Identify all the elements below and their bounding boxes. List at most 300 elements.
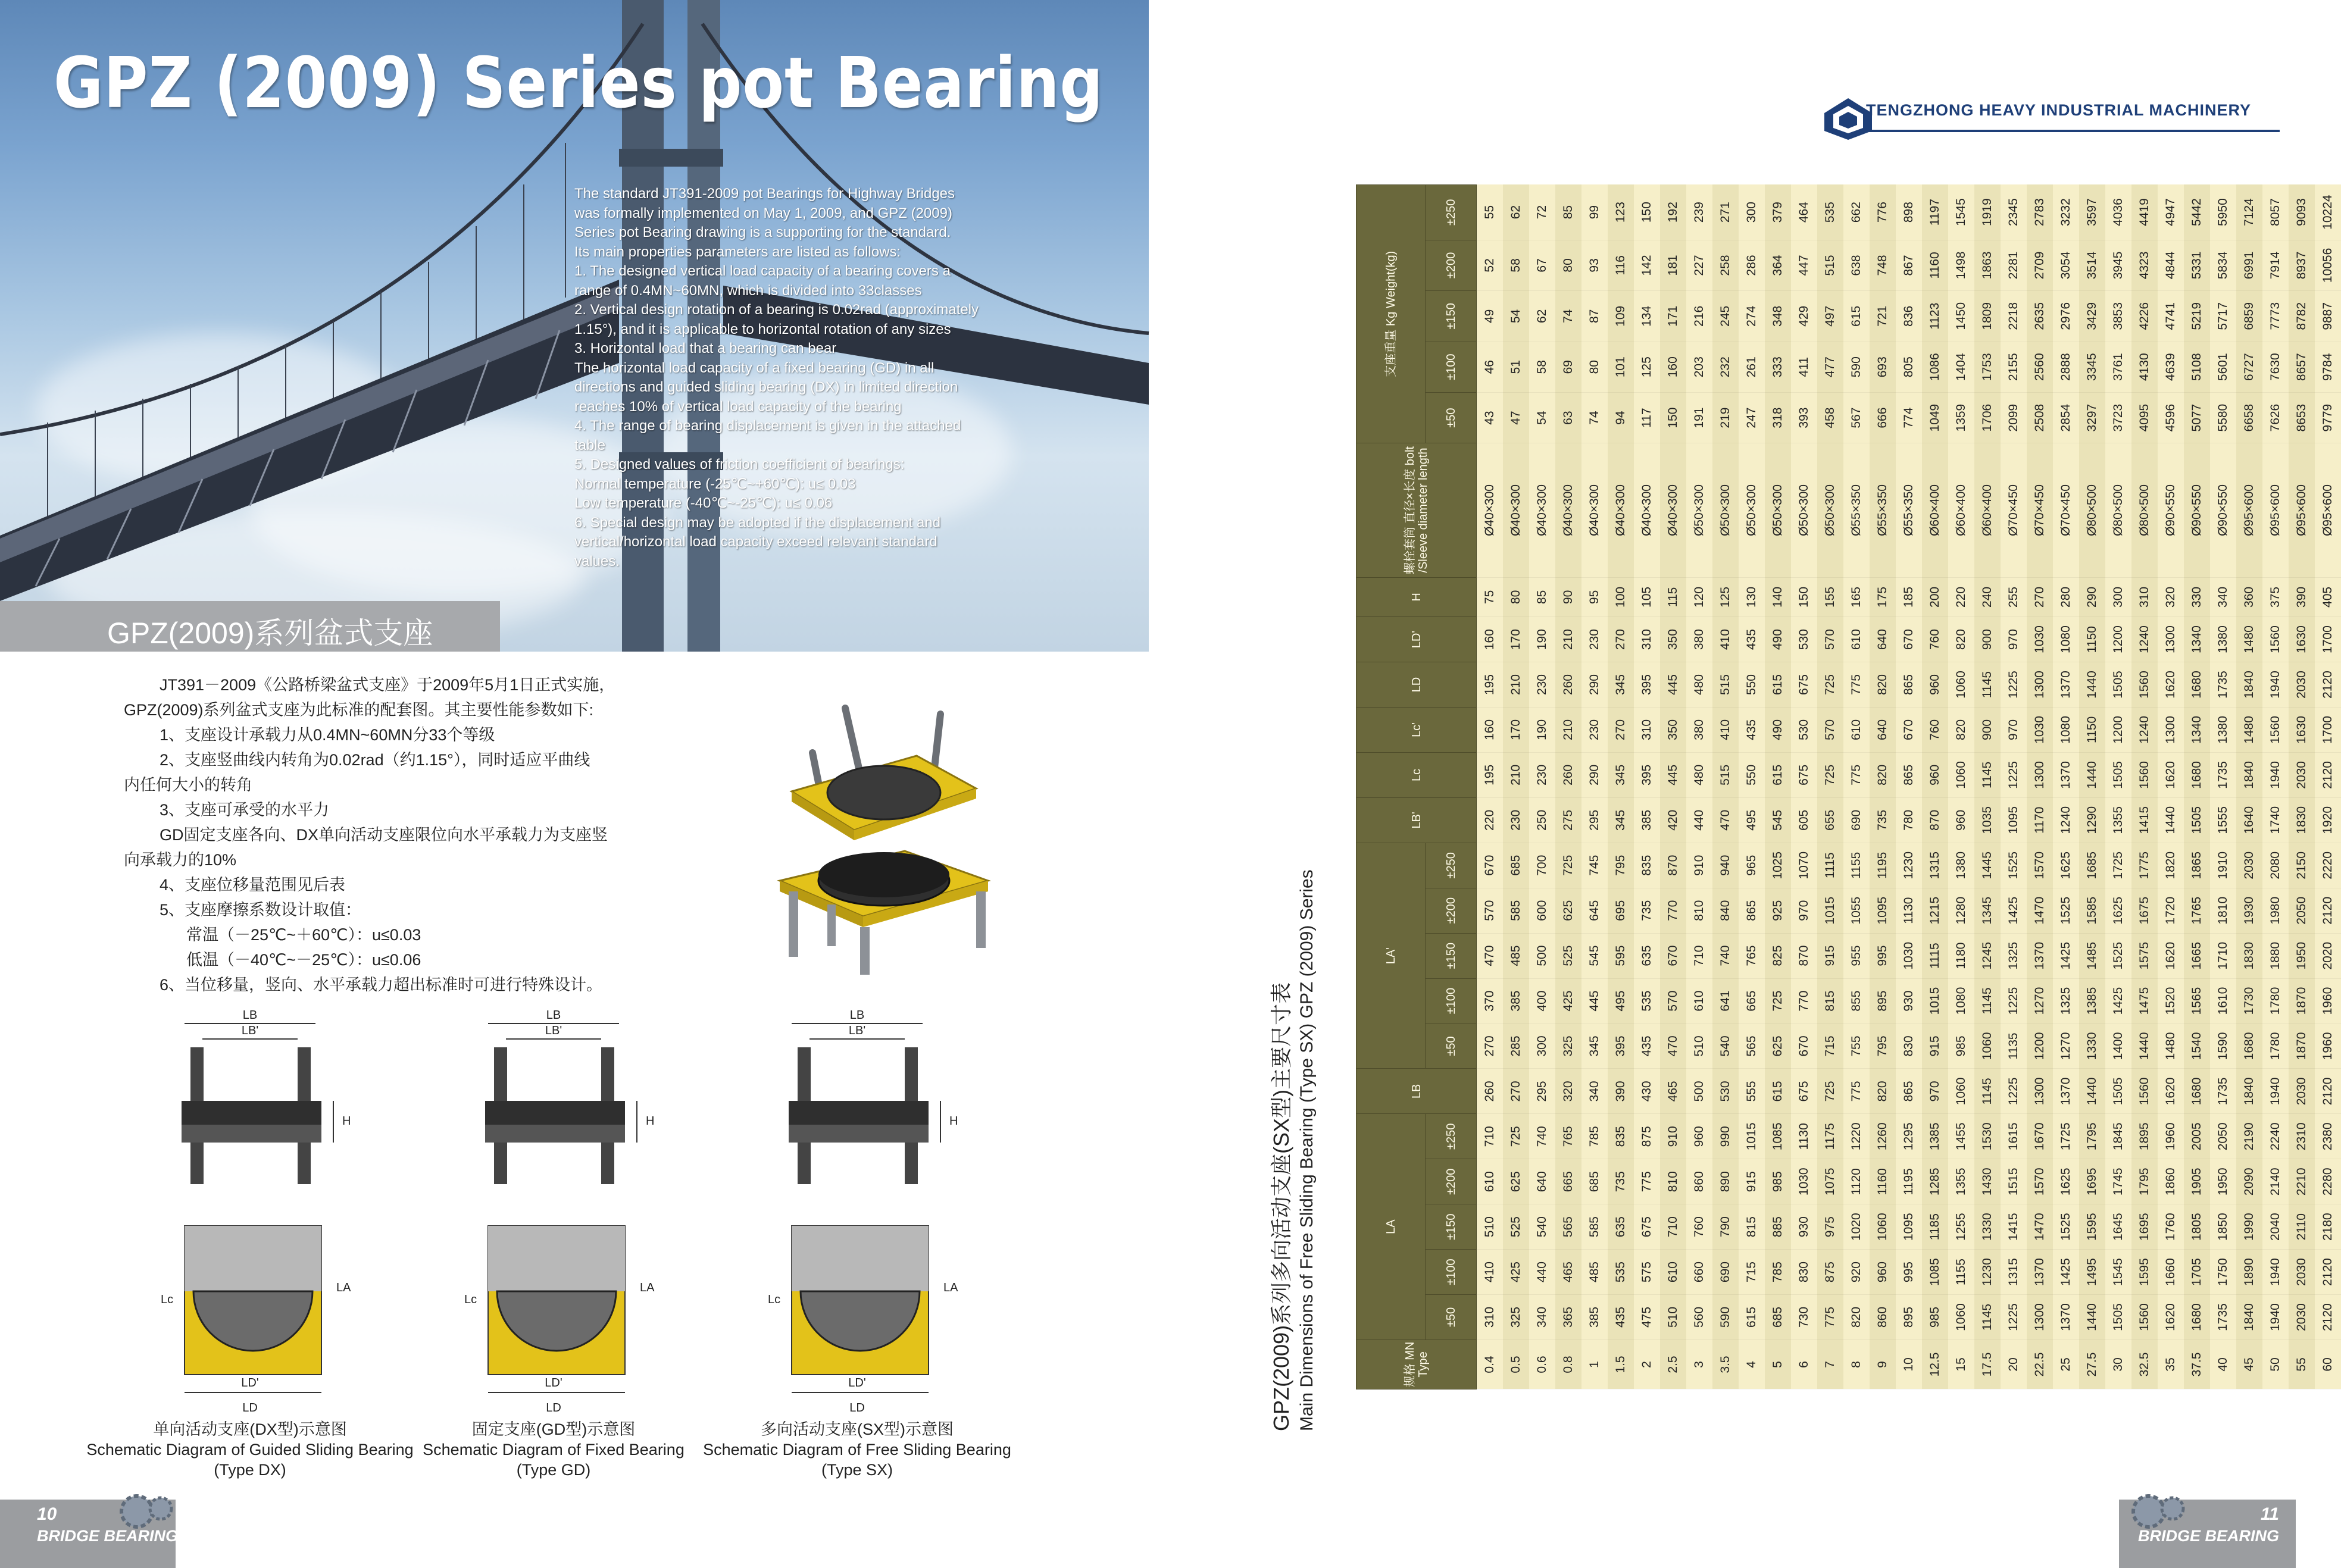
table-row (1477, 185, 1504, 1389)
table-cell: 1220 (1843, 1114, 1870, 1159)
table-cell: 140 (1765, 577, 1791, 616)
table-cell: 6727 (2236, 342, 2262, 392)
table-cell: 3945 (2105, 240, 2131, 290)
dim-la-label: LA (336, 1281, 351, 1294)
table-cell: 2310 (2289, 1114, 2315, 1159)
table-cell: 600 (1529, 888, 1555, 933)
cn-line: 内任何大小的转角 (124, 776, 252, 794)
table-cell: 1.5 (1608, 1339, 1634, 1389)
table-cell: 45 (2236, 1339, 2262, 1389)
table-cell: 1060 (1870, 1204, 1896, 1250)
table-cell: 175 (1870, 577, 1896, 616)
table-cell: 3297 (2079, 392, 2105, 443)
table-cell: 52 (1477, 240, 1504, 290)
table-cell: 495 (1608, 978, 1634, 1024)
table-cell: 46 (1477, 342, 1504, 392)
table-cell: 22.5 (2027, 1339, 2053, 1389)
table-cell: 1505 (2105, 1295, 2131, 1340)
table-row (1608, 185, 1634, 1389)
table-cell: 1735 (2210, 752, 2236, 797)
table-cell: 1860 (2158, 1159, 2184, 1204)
table-cell: 635 (1634, 933, 1660, 978)
table-cell: 1060 (1974, 1024, 2001, 1069)
th-la2: LA' (1357, 843, 1426, 1069)
table-cell: 1990 (2236, 1204, 2262, 1250)
table-cell: 90 (1555, 577, 1581, 616)
table-cell: 270 (1477, 1024, 1504, 1069)
table-cell: Ø60×400 (1922, 443, 1948, 577)
table-cell: 535 (1608, 1250, 1634, 1295)
dim-ld-label: LD (849, 1401, 865, 1414)
table-cell: 1525 (2053, 888, 2079, 933)
table-cell: 2140 (2262, 1159, 2289, 1204)
table-cell: 195 (1477, 752, 1504, 797)
table-cell: 425 (1503, 1250, 1529, 1295)
table-cell: 2099 (2001, 392, 2027, 443)
cn-line: GD固定支座各向、DX单向活动支座限位向水平承载力为支座竖 (160, 826, 608, 844)
gear-icon (113, 1488, 179, 1529)
table-cell: 745 (1581, 843, 1608, 888)
table-cell: 2709 (2027, 240, 2053, 290)
intro-line: 3. Horizontal load that a bearing can bear (574, 340, 837, 356)
table-cell: 670 (1660, 933, 1686, 978)
table-cell: 595 (1608, 933, 1634, 978)
table-cell: 955 (1843, 933, 1870, 978)
table-cell: 1445 (1974, 843, 2001, 888)
diagram-dx (137, 1006, 363, 1422)
table-cell: 535 (1634, 978, 1660, 1024)
table-cell: 2120 (2315, 662, 2341, 708)
table-cell: 1200 (2027, 1024, 2053, 1069)
table-cell: 300 (1739, 185, 1765, 240)
table-cell: 210 (1503, 662, 1529, 708)
caption-gd-en1: Schematic Diagram of Fixed Bearing (423, 1441, 685, 1459)
table-cell: 60 (2315, 1339, 2341, 1389)
table-cell: 270 (2027, 577, 2053, 616)
table-cell: 2180 (2315, 1204, 2341, 1250)
intro-line: vertical/horizontal load capacity exceed relevant standard (574, 534, 937, 550)
table-cell: 1525 (2053, 1204, 2079, 1250)
table-cell: 690 (1843, 797, 1870, 843)
table-cell: 1775 (2131, 843, 2158, 888)
table-cell: 4226 (2131, 291, 2158, 342)
table-cell: 69 (1555, 342, 1581, 392)
caption-sx-cn: 多向活动支座(SX型)示意图 (761, 1420, 954, 1438)
table-row (1660, 185, 1686, 1389)
table-cell: 775 (1843, 752, 1870, 797)
table-cell: 1400 (2105, 1024, 2131, 1069)
table-cell: 635 (1608, 1204, 1634, 1250)
table-title-en: Main Dimensions of Free Sliding Bearing (Type SX) GPZ (2009) Series (1297, 869, 1317, 1431)
table-cell: 790 (1712, 1204, 1739, 1250)
table-cell: 350 (1660, 707, 1686, 752)
table-cell: 1475 (2131, 978, 2158, 1024)
table-cell: 4596 (2158, 392, 2184, 443)
table-cell: Ø95×600 (2315, 443, 2341, 577)
table-cell: 411 (1791, 342, 1817, 392)
table-row (1712, 185, 1739, 1389)
table-cell: 190 (1529, 617, 1555, 662)
table-cell: 1095 (2001, 797, 2027, 843)
table-cell: 364 (1765, 240, 1791, 290)
table-cell: 1470 (2027, 1204, 2053, 1250)
table-cell: 6859 (2236, 291, 2262, 342)
table-cell: 1940 (2262, 1295, 2289, 1340)
table-cell: 345 (1608, 797, 1634, 843)
table-cell: 5442 (2184, 185, 2210, 240)
table-cell: 8653 (2289, 392, 2315, 443)
table-cell: 8657 (2289, 342, 2315, 392)
table-cell: 915 (1817, 933, 1843, 978)
table-cell: 325 (1555, 1024, 1581, 1069)
table-cell: 515 (1817, 240, 1843, 290)
table-cell: 515 (1712, 662, 1739, 708)
table-cell: 5950 (2210, 185, 2236, 240)
table-cell: 1130 (1791, 1114, 1817, 1159)
table-cell: 203 (1686, 342, 1712, 392)
table-cell: 2030 (2289, 1295, 2315, 1340)
table-cell: 1820 (2158, 843, 2184, 888)
table-cell: 80 (1555, 240, 1581, 290)
table-row (1529, 185, 1555, 1389)
table-cell: 54 (1503, 291, 1529, 342)
table-cell: 1625 (2053, 843, 2079, 888)
table-cell: 990 (1712, 1114, 1739, 1159)
table-cell: 9784 (2315, 342, 2341, 392)
intro-line: 5. Designed values of friction coefficient of bearings: (574, 456, 905, 472)
intro-line: 2. Vertical design rotation of a bearing is 0.02rad (approximately (574, 302, 979, 318)
intro-line: The standard JT391-2009 pot Bearings for Highway Bridges (574, 186, 955, 202)
table-cell: 1415 (2001, 1204, 2027, 1250)
table-cell: 870 (1660, 843, 1686, 888)
table-cell: 1415 (2131, 797, 2158, 843)
table-cell: 1315 (1922, 843, 1948, 888)
table-cell: 1060 (1948, 662, 1974, 708)
table-row (1922, 185, 1948, 1389)
table-cell: 1230 (1974, 1250, 2001, 1295)
table-cell: 1730 (2236, 978, 2262, 1024)
table-cell: 867 (1896, 240, 1922, 290)
table-cell: 58 (1529, 342, 1555, 392)
table-row (1634, 185, 1660, 1389)
table-cell: Ø90×550 (2184, 443, 2210, 577)
table-cell: 1930 (2236, 888, 2262, 933)
table-cell: 1300 (2158, 617, 2184, 662)
table-cell: 1450 (1948, 291, 1974, 342)
table-cell: 1630 (2289, 707, 2315, 752)
th-lb: LB (1357, 1069, 1477, 1114)
table-cell: 525 (1503, 1204, 1529, 1250)
table-cell: 1225 (2001, 1069, 2027, 1114)
table-cell: 865 (1896, 752, 1922, 797)
table-cell: 1085 (1922, 1250, 1948, 1295)
table-cell: 1385 (2079, 978, 2105, 1024)
table-cell: 5108 (2184, 342, 2210, 392)
footer-left (0, 1500, 179, 1568)
table-cell: 300 (2105, 577, 2131, 616)
table-cell: 645 (1581, 888, 1608, 933)
table-cell: 490 (1765, 707, 1791, 752)
table-cell: 230 (1529, 662, 1555, 708)
table-cell: 590 (1843, 342, 1870, 392)
table-cell: 755 (1843, 1024, 1870, 1069)
table-cell: 430 (1634, 1069, 1660, 1114)
dim-lc-label: Lc (161, 1293, 174, 1306)
table-cell: 1080 (1948, 978, 1974, 1024)
table-cell: 9 (1870, 1339, 1896, 1389)
table-cell: 1425 (2053, 1250, 2079, 1295)
table-cell: 67 (1529, 240, 1555, 290)
table-cell: 219 (1712, 392, 1739, 443)
table-cell: 1735 (2210, 1295, 2236, 1340)
table-cell: 260 (1555, 752, 1581, 797)
table-cell: 2560 (2027, 342, 2053, 392)
table-cell: 775 (1843, 1069, 1870, 1114)
table-cell: 2120 (2315, 1069, 2341, 1114)
table-cell: 700 (1529, 843, 1555, 888)
table-cell: Ø40×300 (1634, 443, 1660, 577)
th-la-100: ±100 (1426, 1250, 1477, 1295)
table-cell: 740 (1529, 1114, 1555, 1159)
table-cell: 3345 (2079, 342, 2105, 392)
table-cell: 4 (1739, 1339, 1765, 1389)
table-cell: 1370 (2027, 1250, 2053, 1295)
table-cell: 1195 (1870, 843, 1896, 888)
dim-lb2-label: LB' (545, 1024, 562, 1037)
table-cell: 1680 (2184, 752, 2210, 797)
table-cell: 348 (1765, 291, 1791, 342)
table-cell: 565 (1739, 1024, 1765, 1069)
table-cell: 1520 (2158, 978, 2184, 1024)
table-cell: 1919 (1974, 185, 2001, 240)
table-cell: 610 (1686, 978, 1712, 1024)
table-cell: 830 (1896, 1024, 1922, 1069)
table-cell: 870 (1922, 797, 1948, 843)
table-cell: 670 (1896, 707, 1922, 752)
table-cell: Ø95×600 (2289, 443, 2315, 577)
table-cell: 1285 (1922, 1159, 1948, 1204)
table-cell: 641 (1712, 978, 1739, 1024)
table-cell: 1840 (2236, 1069, 2262, 1114)
table-cell: 345 (1608, 752, 1634, 797)
table-cell: 9093 (2289, 185, 2315, 240)
table-cell: 830 (1791, 1250, 1817, 1295)
table-cell: 1765 (2184, 888, 2210, 933)
table-cell: 820 (1870, 1069, 1896, 1114)
table-cell: 675 (1634, 1204, 1660, 1250)
table-cell: 895 (1896, 1295, 1922, 1340)
table-cell: 350 (1660, 617, 1686, 662)
table-cell: 125 (1712, 577, 1739, 616)
table-cell: 3.5 (1712, 1339, 1739, 1389)
table-cell: 525 (1555, 933, 1581, 978)
table-cell: 2110 (2289, 1204, 2315, 1250)
table-cell: 860 (1870, 1295, 1896, 1340)
th-la: LA (1357, 1114, 1426, 1340)
table-cell: 6991 (2236, 240, 2262, 290)
th-la2-50: ±50 (1426, 1024, 1477, 1069)
table-cell: 1505 (2105, 662, 2131, 708)
table-cell: 274 (1739, 291, 1765, 342)
table-cell: 5601 (2210, 342, 2236, 392)
table-cell: 675 (1791, 662, 1817, 708)
table-cell: 1745 (2105, 1159, 2131, 1204)
table-cell: 895 (1870, 978, 1896, 1024)
table-cell: 715 (1739, 1250, 1765, 1295)
cn-line: 常温（－25℃~＋60℃）：u≤0.03 (186, 926, 421, 944)
table-cell: 775 (1843, 662, 1870, 708)
table-cell: 615 (1765, 752, 1791, 797)
table-cell: 638 (1843, 240, 1870, 290)
table-cell: 900 (1974, 707, 2001, 752)
table-row (1896, 185, 1922, 1389)
table-cell: 1135 (2001, 1024, 2027, 1069)
table-cell: 1030 (1896, 933, 1922, 978)
table-cell: 195 (1477, 662, 1504, 708)
table-cell: 1780 (2262, 978, 2289, 1024)
table-cell: 160 (1660, 342, 1686, 392)
table-cell: 290 (2079, 577, 2105, 616)
table-cell: 360 (2236, 577, 2262, 616)
table-cell: 1720 (2158, 888, 2184, 933)
th-la2-100: ±100 (1426, 978, 1477, 1024)
dim-ld2-label: LD' (241, 1376, 259, 1389)
table-cell: 3 (1686, 1339, 1712, 1389)
cn-line: 1、支座设计承载力从0.4MN~60MN分33个等级 (160, 726, 495, 744)
table-cell: 685 (1765, 1295, 1791, 1340)
table-cell: 1130 (1896, 888, 1922, 933)
dim-h-label: H (646, 1115, 655, 1128)
table-cell: 8057 (2262, 185, 2289, 240)
table-cell: 610 (1843, 617, 1870, 662)
table-cell: 55 (2289, 1339, 2315, 1389)
dim-lb-label: LB (242, 1009, 258, 1022)
th-la-150: ±150 (1426, 1204, 1477, 1250)
table-cell: 385 (1634, 797, 1660, 843)
table-cell: 560 (1686, 1295, 1712, 1340)
table-cell: 910 (1660, 1114, 1686, 1159)
table-cell: 1255 (1948, 1204, 1974, 1250)
intro-line: Normal temperature (-25℃~+60℃): u≤ 0.03 (574, 475, 856, 492)
intro-line: table (574, 437, 606, 453)
table-row (1817, 185, 1843, 1389)
table-cell: 615 (1739, 1295, 1765, 1340)
table-cell: 142 (1634, 240, 1660, 290)
table-cell: 530 (1791, 617, 1817, 662)
table-cell: 100 (1608, 577, 1634, 616)
table-cell: 75 (1477, 577, 1504, 616)
table-row (1739, 185, 1765, 1389)
table-cell: 445 (1660, 752, 1686, 797)
table-cell: 915 (1739, 1159, 1765, 1204)
table-cell: 1470 (2027, 888, 2053, 933)
table-cell: 1225 (2001, 752, 2027, 797)
table-cell: 2030 (2236, 843, 2262, 888)
table-cell: 2020 (2315, 933, 2341, 978)
table-cell: 1300 (2027, 1069, 2053, 1114)
table-cell: 375 (2262, 577, 2289, 616)
table-cell: 4741 (2158, 291, 2184, 342)
table-cell: 1735 (2210, 662, 2236, 708)
caption-dx-cn: 单向活动支座(DX型)示意图 (153, 1420, 347, 1438)
table-cell: 1020 (1843, 1204, 1870, 1250)
table-cell: 247 (1739, 392, 1765, 443)
table-cell: 500 (1529, 933, 1555, 978)
table-cell: 1680 (2184, 662, 2210, 708)
table-cell: Ø40×300 (1608, 443, 1634, 577)
table-cell: 1240 (2131, 707, 2158, 752)
table-cell: 1160 (1922, 240, 1948, 290)
table-cell: 109 (1608, 291, 1634, 342)
table-cell: 477 (1817, 342, 1843, 392)
table-cell: 385 (1581, 1295, 1608, 1340)
intro-line: Low temperature (-40℃~-25℃): u≤ 0.06 (574, 495, 833, 511)
table-cell: 425 (1555, 978, 1581, 1024)
table-cell: 865 (1739, 888, 1765, 933)
table-cell: 1455 (1948, 1114, 1974, 1159)
table-cell: 1240 (2053, 797, 2079, 843)
dim-ld-label: LD (546, 1401, 561, 1414)
table-cell: 74 (1555, 291, 1581, 342)
table-cell: 1330 (2079, 1024, 2105, 1069)
table-cell: 5077 (2184, 392, 2210, 443)
table-cell: 545 (1765, 797, 1791, 843)
table-cell: 410 (1712, 707, 1739, 752)
table-cell: 865 (1896, 1069, 1922, 1114)
table-cell: 1863 (1974, 240, 2001, 290)
table-cell: 105 (1634, 577, 1660, 616)
table-cell: 1155 (1843, 843, 1870, 888)
dim-h-label: H (342, 1115, 351, 1128)
table-cell: 10056 (2315, 240, 2341, 290)
table-cell: 5834 (2210, 240, 2236, 290)
table-cell: 1810 (2210, 888, 2236, 933)
table-cell: 1325 (2001, 933, 2027, 978)
table-row (1948, 185, 1974, 1389)
table-cell: 150 (1791, 577, 1817, 616)
company-underline (1869, 130, 2280, 132)
table-cell: 62 (1503, 185, 1529, 240)
table-cell: 590 (1712, 1295, 1739, 1340)
table-cell: 2280 (2315, 1159, 2341, 1204)
table-cell: 995 (1870, 933, 1896, 978)
th-la-50: ±50 (1426, 1295, 1477, 1340)
intro-line: 4. The range of bearing displacement is given in the attached (574, 418, 961, 434)
table-cell: 1280 (1948, 888, 1974, 933)
table-cell: 960 (1948, 797, 1974, 843)
table-cell: 63 (1555, 392, 1581, 443)
intro-line: values. (574, 553, 620, 569)
table-cell: 2150 (2289, 843, 2315, 888)
table-cell: 585 (1503, 888, 1529, 933)
table-cell: 2040 (2262, 1204, 2289, 1250)
intro-line: 6. Special design may be adopted if the displacement and (574, 514, 941, 531)
table-cell: 1175 (1817, 1114, 1843, 1159)
table-cell: 370 (1477, 978, 1504, 1024)
table-cell: 1560 (2262, 617, 2289, 662)
dim-h-label: H (949, 1115, 958, 1128)
table-cell: 1830 (2289, 797, 2315, 843)
table-cell: 1430 (1974, 1159, 2001, 1204)
table-cell: 2888 (2053, 342, 2079, 392)
table-cell: 567 (1843, 392, 1870, 443)
dim-ld2-label: LD' (848, 1376, 866, 1389)
table-cell: 1370 (2053, 1069, 2079, 1114)
th-la2-200: ±200 (1426, 888, 1477, 933)
table-cell: 1200 (2105, 707, 2131, 752)
table-cell: Ø70×450 (2001, 443, 2027, 577)
table-cell: 690 (1712, 1250, 1739, 1295)
